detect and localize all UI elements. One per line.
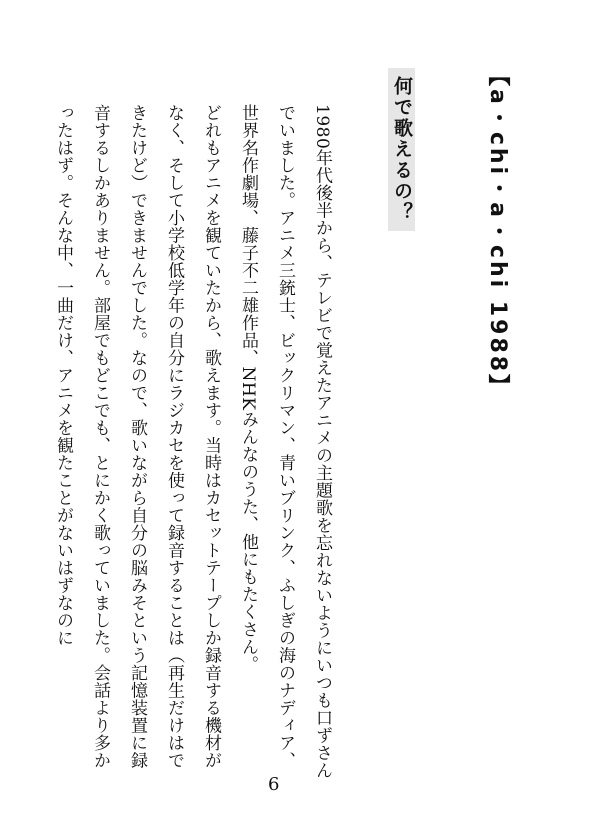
page-number: 6 bbox=[268, 774, 280, 795]
body-paragraph: 1980年代後半から、テレビで覚えたアニメの主題歌を忘れないようにいつも口ずさんでいました。アニメ三銃士、ビックリマン、青いブリンク、ふしぎの海のナディア、世界名作劇場、藤子不二雄作品、NHKみんなのうた、他にもたくさん。 bbox=[238, 104, 332, 780]
section-heading: 何で歌えるの？ bbox=[388, 68, 415, 231]
body-text bbox=[44, 86, 340, 786]
book-title: 【a・chi・a・chi 1988】 bbox=[485, 64, 510, 400]
body-paragraph: どれもアニメを観ていたから、歌えます。当時はカセットテープしか録音する機材がなく、そして小学校低学年の自分にラジカセを使って録音することは（再生だけはできたけど）できませんでした。なので、歌いながら自分の脳みそという記憶装置に録音するしかありません。部屋でもどこでも、とにかく歌っていました。会話より多かったはず。そんな中、一曲だけ、アニメを観たことがないはずなのに bbox=[53, 104, 221, 769]
